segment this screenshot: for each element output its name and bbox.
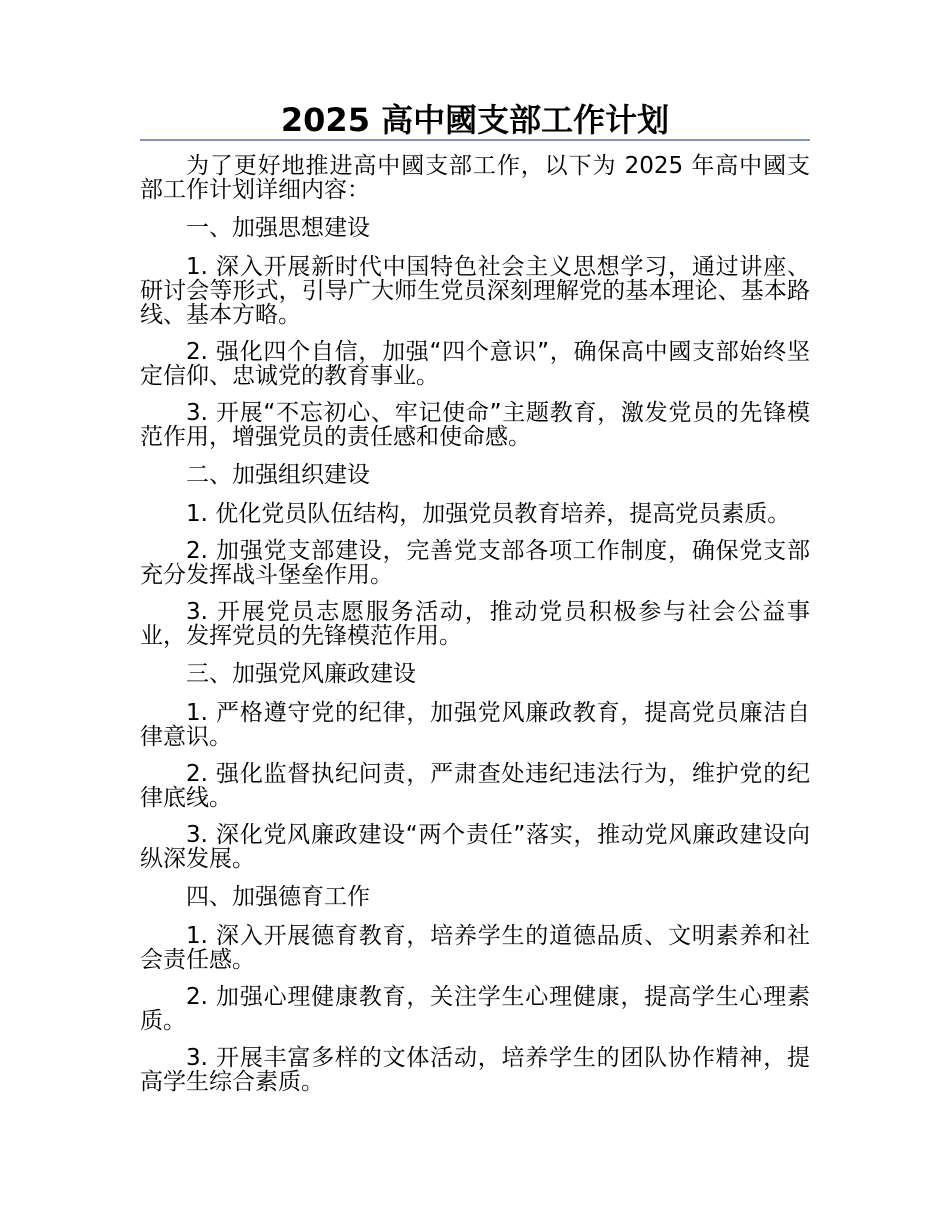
section-item: 1. 优化党员队伍结构，加强党员教育培养，提高党员素质。 [186,501,791,527]
section-item: 1. 深入开展新时代中国特色社会主义思想学习，通过讲座、研讨会等形式，引导广大师生党员深刻理解党的基本理论、基本路线、基本方略。 [140,254,810,328]
section-item: 1. 严格遵守党的纪律，加强党风廉政教育，提高党员廉洁自律意识。 [140,700,810,750]
section-item: 2. 强化监督执纪问责，严肃查处违纪违法行为，维护党的纪律底线。 [140,761,810,811]
section-item: 2. 加强心理健康教育，关注学生心理健康，提高学生心理素质。 [140,984,810,1034]
title-underline [140,139,810,141]
section-item: 3. 开展党员志愿服务活动，推动党员积极参与社会公益事业，发挥党员的先锋模范作用。 [140,599,810,649]
document-body [140,154,810,1107]
section-item: 2. 加强党支部建设，完善党支部各项工作制度，确保党支部充分发挥战斗堡垒作用。 [140,538,810,588]
section-item: 3. 开展“不忘初心、牢记使命”主题教育，激发党员的先锋模范作用，增强党员的责任感和使命感。 [140,400,810,450]
section-heading: 一、加强思想建设 [186,215,370,241]
section-heading: 二、加强组织建设 [186,462,370,488]
document-title: 2025 高中國支部工作计划 [280,101,670,139]
section-heading: 四、加强德育工作 [186,884,370,910]
section-item: 1. 深入开展德育教育，培养学生的道德品质、文明素养和社会责任感。 [140,923,810,973]
section-item: 3. 深化党风廉政建设“两个责任”落实，推动党风廉政建设向纵深发展。 [140,822,810,872]
section-item: 2. 强化四个自信，加强“四个意识”，确保高中國支部始终坚定信仰、忠诚党的教育事业。 [140,339,810,389]
intro-paragraph: 为了更好地推进高中國支部工作，以下为 2025 年高中國支部工作计划详细内容： [140,153,810,203]
section-item: 3. 开展丰富多样的文体活动，培养学生的团队协作精神，提高学生综合素质。 [140,1045,810,1095]
section-heading: 三、加强党风廉政建设 [186,661,416,687]
